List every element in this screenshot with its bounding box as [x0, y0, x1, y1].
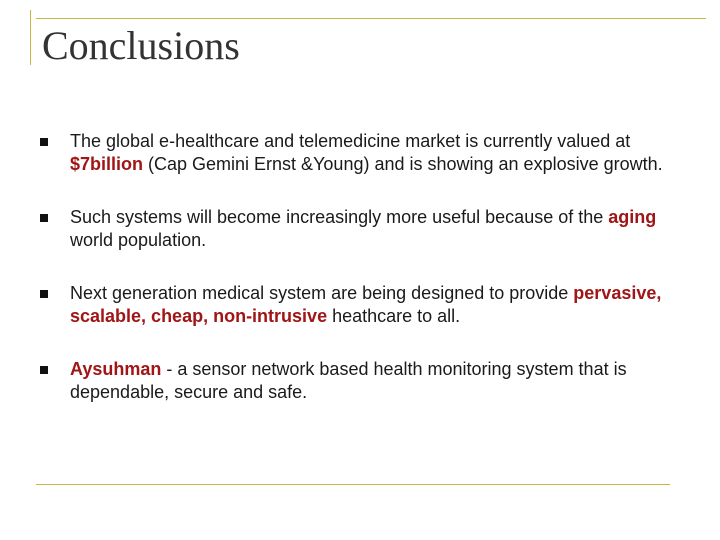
- bullet-item: [40, 130, 690, 176]
- bullet-text-segment: Next generation medical system are being designed to provide: [70, 283, 574, 303]
- bullet-text-segment: heathcare to all.: [327, 306, 461, 326]
- bullet-text-segment: Such systems will become increasingly more useful because of the: [70, 207, 609, 227]
- bullet-text-segment: - a sensor network based health monitoring system that is dependable, secure and safe.: [70, 359, 627, 402]
- slide-title: Conclusions: [42, 23, 240, 68]
- bullet-text-segment: The global e-healthcare and telemedicine market is currently valued at: [70, 131, 631, 151]
- bullet-highlight: pervasive, scalable, cheap, non-intrusive: [70, 283, 662, 326]
- bullet-highlight: aging: [608, 207, 657, 227]
- square-bullet-icon: [40, 214, 48, 222]
- bullet-item: [40, 358, 690, 404]
- square-bullet-icon: [40, 138, 48, 146]
- bullet-text-segment: world population.: [70, 230, 207, 250]
- bullet-text-segment: (Cap Gemini Ernst &Young) and is showing an explosive growth.: [143, 154, 663, 174]
- bullet-item: [40, 282, 690, 328]
- left-rule: [30, 10, 31, 65]
- bottom-rule: [36, 484, 670, 485]
- bullet-highlight: Aysuhman: [70, 359, 162, 379]
- bullet-list: [40, 130, 690, 434]
- square-bullet-icon: [40, 366, 48, 374]
- bullet-highlight: $7billion: [70, 154, 144, 174]
- top-rule: [36, 18, 706, 19]
- bullet-item: [40, 206, 690, 252]
- square-bullet-icon: [40, 290, 48, 298]
